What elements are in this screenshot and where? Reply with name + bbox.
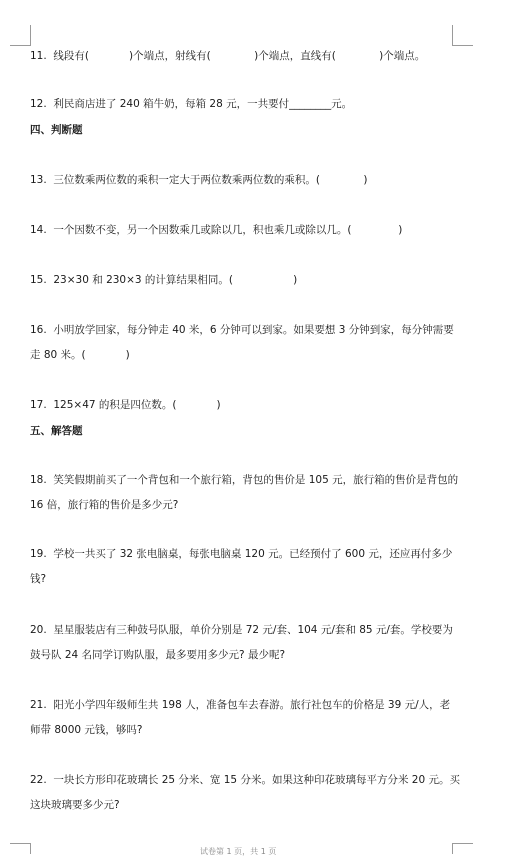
crop-mark-top-left [10, 25, 31, 46]
question-17: 17. 125×47 的积是四位数。( ) [30, 399, 221, 411]
section-heading-answer: 五、解答题 [30, 425, 83, 437]
question-13: 13. 三位数乘两位数的乘积一定大于两位数乘两位数的乘积。( ) [30, 174, 368, 186]
question-18: 18. 笑笑假期前买了一个背包和一个旅行箱，背包的售价是 105 元，旅行箱的售价是背包的 16 倍，旅行箱的售价是多少元? [30, 474, 462, 511]
crop-mark-bottom-left [10, 843, 31, 854]
section-heading-judge: 四、判断题 [30, 124, 83, 136]
page-footer: 试卷第 1 页，共 1 页 [200, 847, 277, 856]
question-22: 22. 一块长方形印花玻璃长 25 分米、宽 15 分米。如果这种印花玻璃每平方分米 20 元。买这块玻璃要多少元? [30, 774, 460, 811]
crop-mark-top-right [452, 25, 473, 46]
crop-mark-bottom-right [452, 843, 473, 854]
question-12: 12. 利民商店进了 240 箱牛奶，每箱 28 元，一共要付________元。 [30, 98, 353, 110]
question-15: 15. 23×30 和 230×3 的计算结果相同。( ) [30, 274, 298, 286]
question-21: 21. 阳光小学四年级师生共 198 人，准备包车去春游。旅行社包车的价格是 39 元/人，老师带 8000 元钱，够吗? [30, 699, 451, 736]
question-14: 14. 一个因数不变，另一个因数乘几或除以几，积也乘几或除以几。( ) [30, 224, 403, 236]
question-16: 16. 小明放学回家，每分钟走 40 米，6 分钟可以到家。如果要想 3 分钟到家，每分钟需要走 80 米。( ) [30, 324, 454, 361]
question-11: 11. 线段有( )个端点，射线有( )个端点，直线有( )个端点。 [30, 50, 426, 62]
question-19: 19. 学校一共买了 32 张电脑桌，每张电脑桌 120 元。已经预付了 600 元，还应再付多少钱? [30, 548, 453, 585]
question-20: 20. 星星服装店有三种鼓号队服，单价分别是 72 元/套、104 元/套和 85 元/套。学校要为鼓号队 24 名同学订购队服，最多要用多少元? 最少呢? [30, 624, 453, 661]
